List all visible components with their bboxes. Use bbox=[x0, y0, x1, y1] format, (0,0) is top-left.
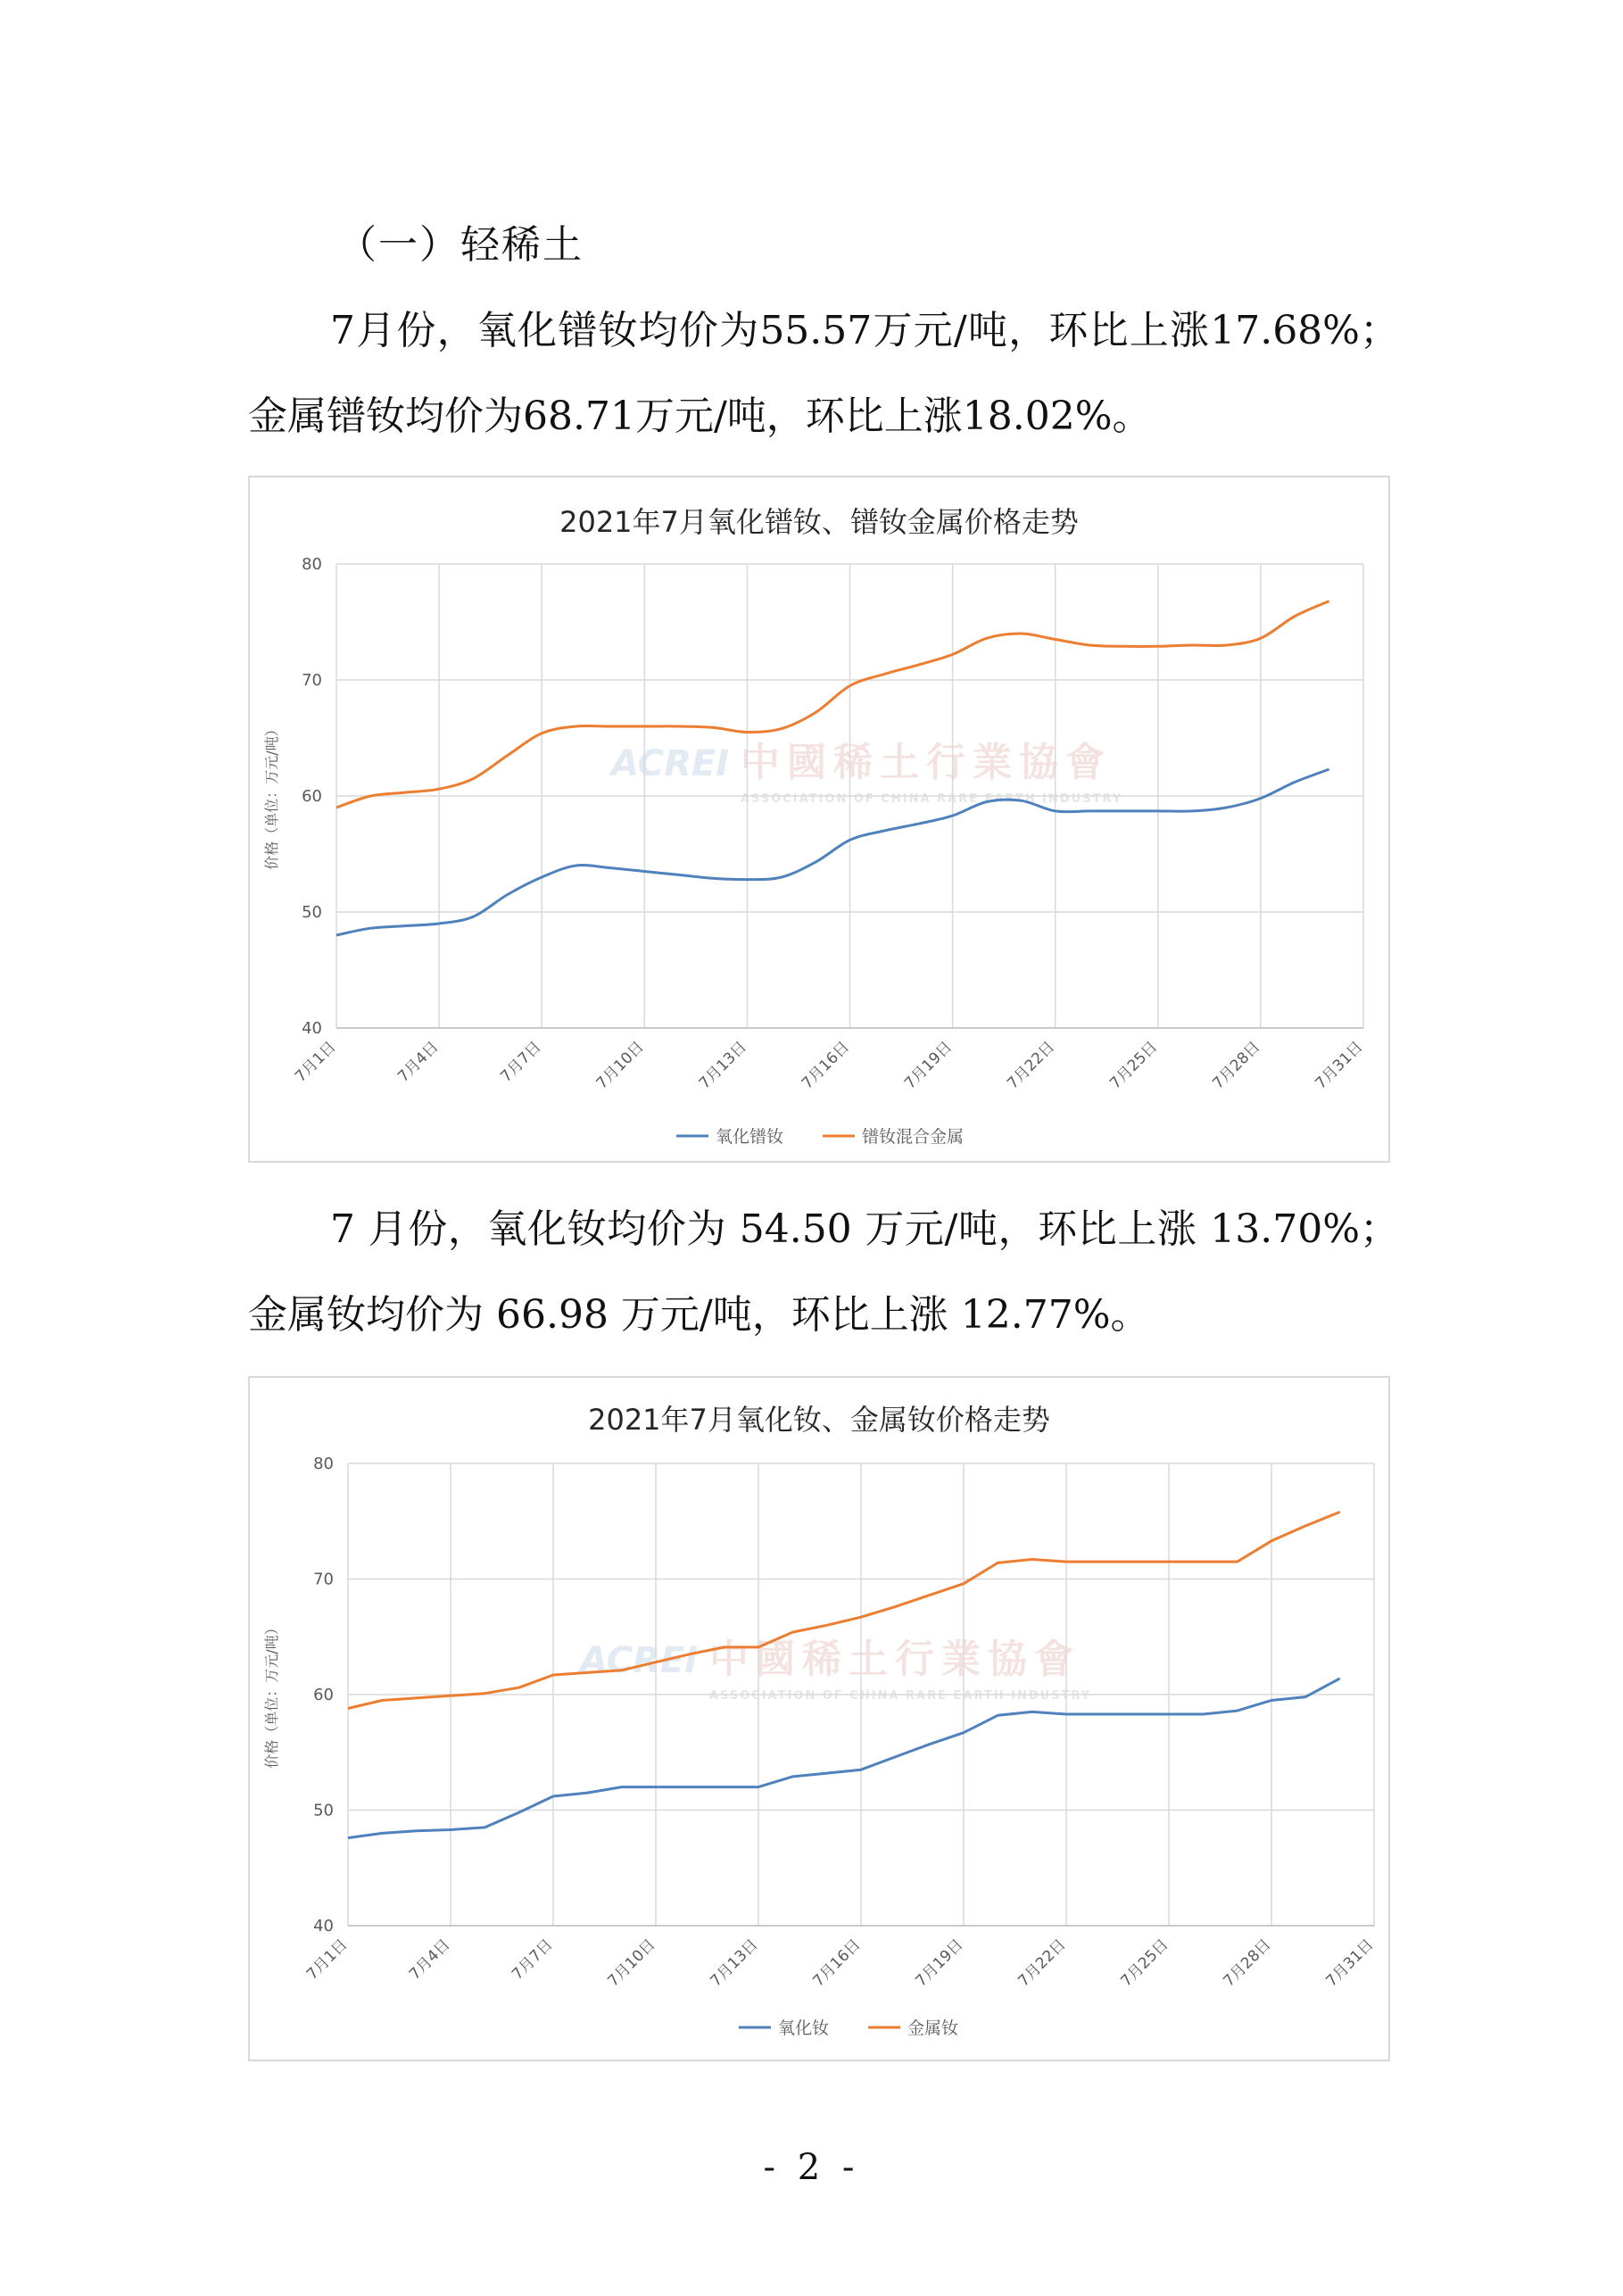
watermark-logo: ACREI bbox=[611, 743, 730, 784]
y-tick-label: 60 bbox=[313, 1686, 334, 1704]
x-tick-label: 7月22日 bbox=[1004, 1038, 1059, 1093]
y-tick-label: 40 bbox=[302, 1019, 322, 1038]
x-tick-label: 7月4日 bbox=[394, 1038, 443, 1086]
y-tick-label: 50 bbox=[302, 903, 322, 922]
x-tick-label: 7月25日 bbox=[1106, 1038, 1162, 1093]
x-tick-label: 7月7日 bbox=[509, 1935, 557, 1984]
x-tick-label: 7月31日 bbox=[1322, 1935, 1378, 1991]
x-tick-label: 7月16日 bbox=[798, 1038, 854, 1093]
y-tick-label: 80 bbox=[313, 1455, 334, 1473]
y-axis-label: 价格（单位：万元/吨） bbox=[263, 722, 280, 870]
x-tick-label: 7月1日 bbox=[292, 1038, 340, 1086]
x-tick-label: 7月31日 bbox=[1312, 1038, 1367, 1093]
x-tick-label: 7月25日 bbox=[1117, 1935, 1172, 1991]
legend bbox=[676, 1127, 964, 1147]
chart-pr-nd-prices bbox=[248, 476, 1390, 1163]
x-tick-label: 7月19日 bbox=[912, 1935, 967, 1991]
legend bbox=[739, 2018, 958, 2038]
watermark-english: ASSOCIATION OF CHINA RARE EARTH INDUSTRY bbox=[709, 1689, 1092, 1703]
section-heading: （一）轻稀土 bbox=[337, 222, 584, 268]
chart-svg bbox=[250, 1378, 1388, 2060]
paragraph-text: 7月份，氧化镨钕均价为55.57万元/吨，环比上涨17.68%；金属镨钕均价为68.71万元/吨，环比上涨18.02%。 bbox=[248, 308, 1399, 439]
page-number: - 2 - bbox=[763, 2147, 860, 2188]
y-tick-label: 70 bbox=[313, 1570, 334, 1589]
y-tick-label: 60 bbox=[302, 787, 322, 806]
x-tick-label: 7月19日 bbox=[901, 1038, 956, 1093]
x-tick-label: 7月7日 bbox=[497, 1038, 545, 1086]
watermark-english: ASSOCIATION OF CHINA RARE EARTH INDUSTRY bbox=[741, 792, 1123, 806]
x-tick-label: 7月10日 bbox=[604, 1935, 659, 1991]
chart-title: 2021年7月氧化钕、金属钕价格走势 bbox=[588, 1403, 1050, 1437]
paragraph-praseodymium-neodymium bbox=[248, 288, 1399, 460]
legend-label: 氧化钕 bbox=[778, 2018, 830, 2038]
paragraph-neodymium bbox=[248, 1187, 1399, 1358]
chart-title: 2021年7月氧化镨钕、镨钕金属价格走势 bbox=[559, 505, 1079, 539]
paragraph-text: 7 月份，氧化钕均价为 54.50 万元/吨，环比上涨 13.70%；金属钕均价为 66.98 万元/吨，环比上涨 12.77%。 bbox=[248, 1206, 1399, 1338]
watermark-logo: ACREI bbox=[580, 1640, 699, 1681]
chart-nd-prices bbox=[248, 1376, 1390, 2061]
x-tick-label: 7月22日 bbox=[1014, 1935, 1070, 1991]
y-axis-label: 价格（单位：万元/吨） bbox=[263, 1620, 280, 1769]
x-tick-label: 7月4日 bbox=[406, 1935, 454, 1984]
x-tick-label: 7月28日 bbox=[1209, 1038, 1264, 1093]
y-tick-label: 50 bbox=[313, 1801, 334, 1820]
x-tick-label: 7月13日 bbox=[707, 1935, 762, 1991]
x-tick-label: 7月1日 bbox=[303, 1935, 352, 1984]
legend-label: 氧化镨钕 bbox=[716, 1127, 784, 1147]
y-tick-label: 80 bbox=[302, 555, 322, 574]
watermark-chinese: 中國稀土行業協會 bbox=[709, 1637, 1081, 1682]
watermark-chinese: 中國稀土行業協會 bbox=[741, 740, 1112, 785]
legend-label: 镨钕混合金属 bbox=[862, 1127, 965, 1147]
legend-label: 金属钕 bbox=[907, 2018, 959, 2038]
x-tick-label: 7月28日 bbox=[1220, 1935, 1275, 1991]
y-tick-label: 70 bbox=[302, 671, 322, 690]
x-tick-label: 7月16日 bbox=[809, 1935, 865, 1991]
x-tick-label: 7月10日 bbox=[592, 1038, 648, 1093]
y-tick-label: 40 bbox=[313, 1917, 334, 1935]
chart-svg bbox=[250, 477, 1388, 1161]
watermark bbox=[577, 1637, 1091, 1703]
x-tick-label: 7月13日 bbox=[695, 1038, 750, 1093]
